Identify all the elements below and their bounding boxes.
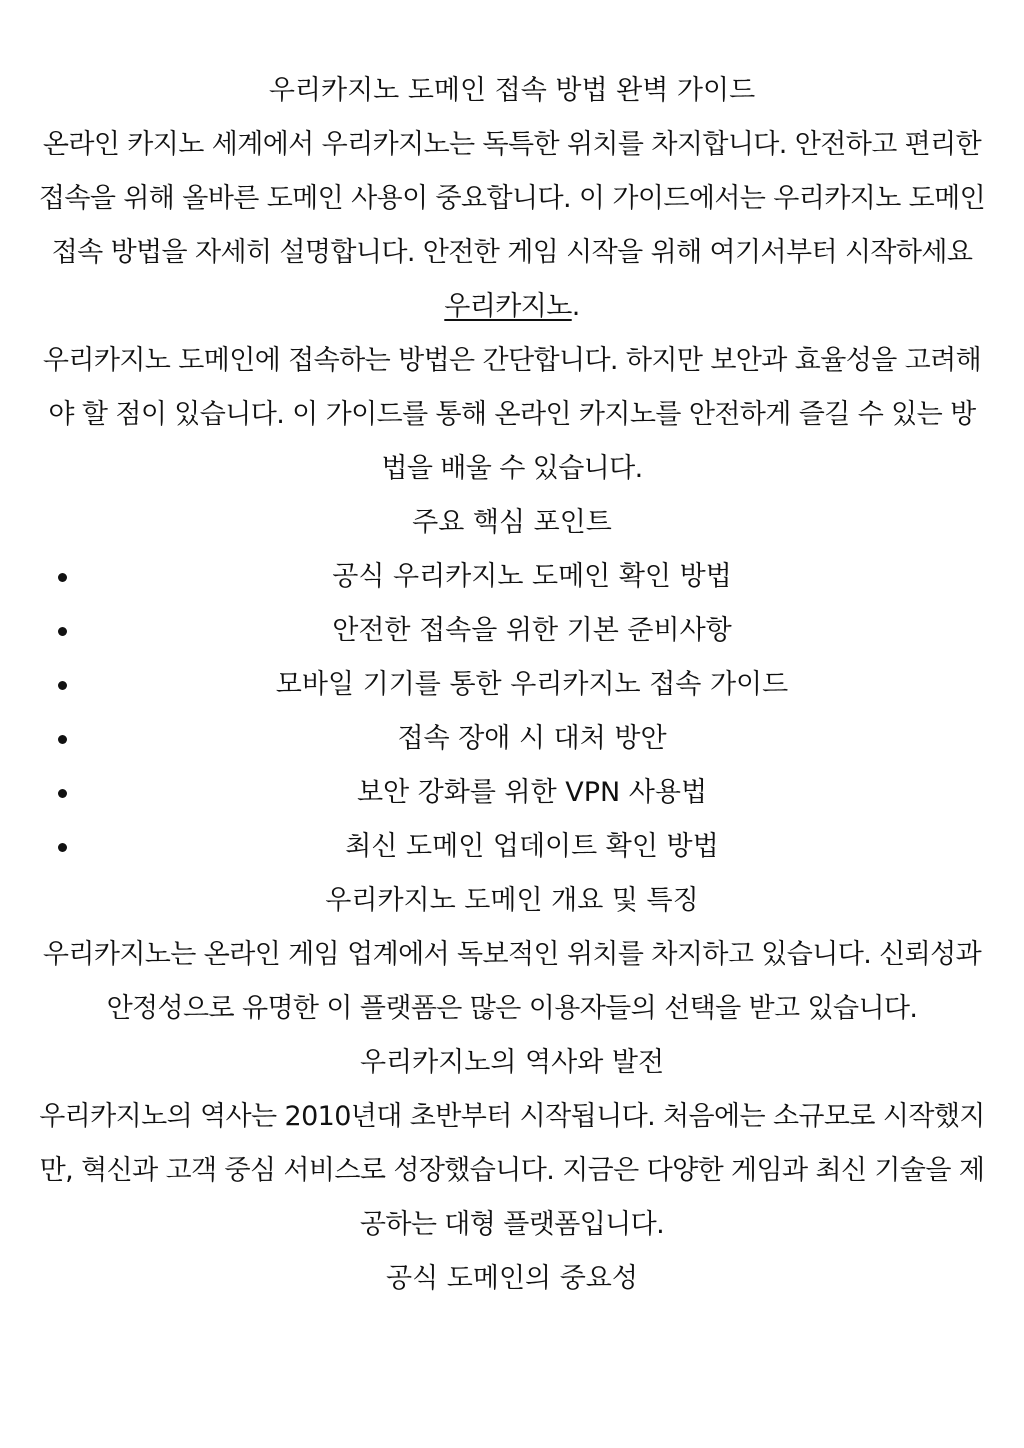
list-item: [38, 658, 986, 712]
overview-heading: 우리카지노 도메인 개요 및 특징: [325, 885, 699, 916]
intro-text: 온라인 카지노 세계에서 우리카지노는 독특한 위치를 차지합니다. 안전하고 편리한 접속을 위해 올바른 도메인 사용이 중요합니다. 이 가이드에서는 우리카지노 도메인 접속 방법을 자세히 설명합니다. 안전한 게임 시작을 위해 여기서부터 시작하세요: [38, 129, 986, 268]
key-points-list: [38, 550, 986, 874]
page-title: 우리카지노 도메인 접속 방법 완벽 가이드: [268, 75, 756, 106]
list-item: [38, 712, 986, 766]
list-item: [38, 820, 986, 874]
official-domain-heading: 공식 도메인의 중요성: [386, 1263, 638, 1294]
list-item: [38, 766, 986, 820]
key-points-heading: 주요 핵심 포인트: [412, 507, 612, 538]
list-item: [38, 550, 986, 604]
bullet-icon: [58, 843, 67, 852]
woori-casino-link[interactable]: 우리카지노: [444, 291, 572, 322]
list-item: [38, 604, 986, 658]
list-item-label: 안전한 접속을 위한 기본 준비사항: [332, 615, 732, 646]
bullet-icon: [58, 627, 67, 636]
history-paragraph: 우리카지노의 역사는 2010년대 초반부터 시작됩니다. 처음에는 소규모로 시작했지만, 혁신과 고객 중심 서비스로 성장했습니다. 지금은 다양한 게임과 최신 기술을 제공하는 대형 플랫폼입니다.: [39, 1101, 985, 1240]
bullet-icon: [58, 573, 67, 582]
list-item-label: 접속 장애 시 대처 방안: [397, 723, 667, 754]
bullet-icon: [58, 735, 67, 744]
list-item-label: 공식 우리카지노 도메인 확인 방법: [332, 561, 732, 592]
intro-paragraph: [38, 118, 986, 334]
bullet-icon: [58, 789, 67, 798]
bullet-icon: [58, 681, 67, 690]
overview-paragraph: 우리카지노는 온라인 게임 업계에서 독보적인 위치를 차지하고 있습니다. 신뢰성과 안정성으로 유명한 이 플랫폼은 많은 이용자들의 선택을 받고 있습니다.: [42, 939, 982, 1024]
history-heading: 우리카지노의 역사와 발전: [359, 1047, 665, 1078]
list-item-label: 모바일 기기를 통한 우리카지노 접속 가이드: [275, 669, 789, 700]
list-item-label: 최신 도메인 업데이트 확인 방법: [345, 831, 719, 862]
list-item-label: 보안 강화를 위한 VPN 사용법: [356, 777, 708, 808]
intro-text-end: .: [571, 291, 580, 322]
intro2-paragraph: 우리카지노 도메인에 접속하는 방법은 간단합니다. 하지만 보안과 효율성을 고려해야 할 점이 있습니다. 이 가이드를 통해 온라인 카지노를 안전하게 즐길 수 있는 방법을 배울 수 있습니다.: [42, 345, 982, 484]
